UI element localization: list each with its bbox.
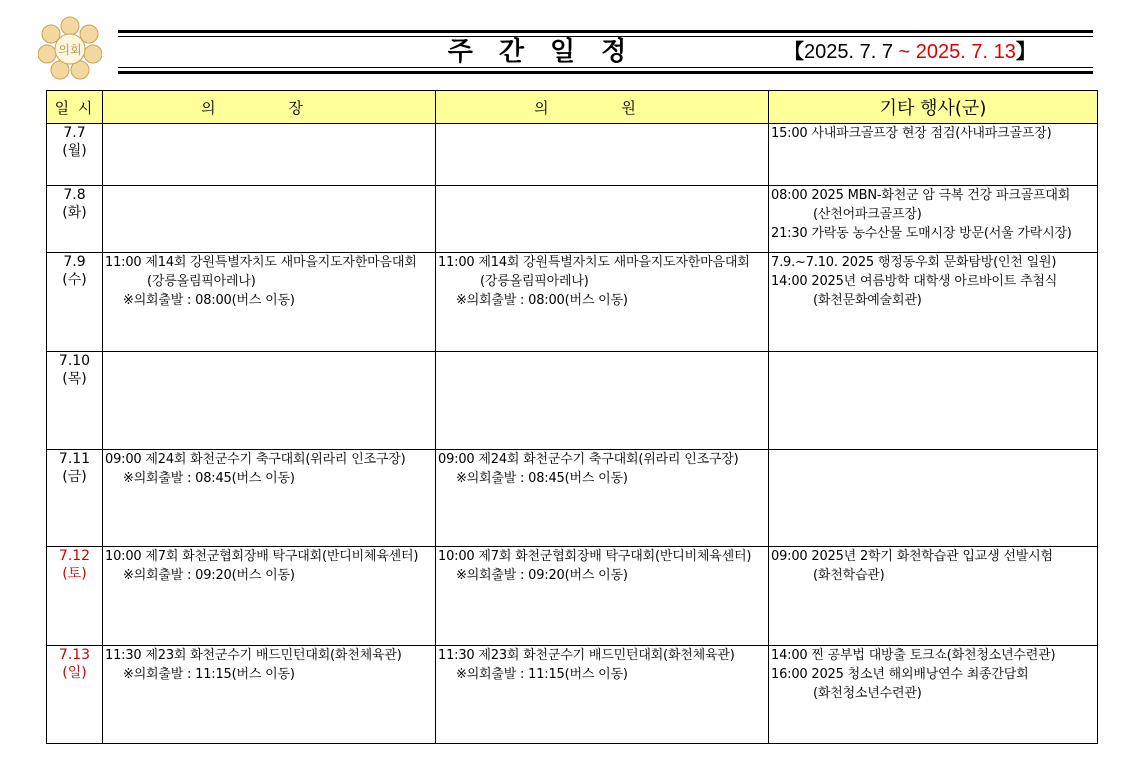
member-schedule-cell (436, 186, 769, 253)
chair-schedule-cell (103, 351, 436, 449)
day-cell (47, 351, 103, 449)
schedule-entry-line: 11:00 제14회 강원특별자치도 새마을지도자한마음대회 (105, 255, 417, 271)
member-schedule-cell (436, 450, 769, 547)
schedule-entry-line: (화천학습관) (813, 568, 885, 584)
schedule-entry-line: 08:00 2025 MBN-화천군 암 극복 건강 파크골프대회 (771, 188, 1071, 204)
chair-schedule-cell (103, 547, 436, 645)
day-date: 7.13 (58, 646, 91, 663)
schedule-entry-line: (화천문화예술회관) (813, 293, 922, 309)
schedule-entry-line: 11:30 제23회 화천군수기 배드민턴대회(화천체육관) (438, 647, 735, 663)
other-schedule-cell (769, 547, 1098, 645)
schedule-entry-line: 15:00 사내파크골프장 현장 점검(사내파크골프장) (771, 126, 1052, 141)
chair-schedule-cell (103, 253, 436, 351)
table-row (47, 253, 1098, 351)
day-cell (47, 450, 103, 547)
day-cell (47, 253, 103, 351)
day-cell (47, 645, 103, 743)
table-row (47, 450, 1098, 547)
title-rule-top (118, 30, 1093, 33)
table-row (47, 186, 1098, 253)
column-header-datetime: 일 시 (47, 91, 103, 124)
day-date: 7.11 (58, 451, 91, 468)
schedule-entry-line: 09:00 2025년 2학기 화천학습관 입교생 선발시험 (771, 549, 1053, 565)
chair-schedule-cell (103, 186, 436, 253)
member-schedule-cell (436, 351, 769, 449)
chair-schedule-cell (103, 124, 436, 186)
date-end: 2025. 7. 13 (915, 41, 1016, 63)
day-weekday: (월) (62, 143, 87, 159)
council-emblem-logo (38, 16, 102, 80)
date-close-bracket: 】 (1015, 41, 1036, 63)
schedule-entry-line: 14:00 2025년 여름방학 대학생 아르바이트 추첨식 (771, 274, 1058, 290)
table-row (47, 547, 1098, 645)
column-header-member: 의 원 (436, 91, 769, 124)
day-date: 7.10 (58, 352, 91, 369)
other-schedule-cell (769, 645, 1098, 743)
schedule-entry-line: ※의회출발 : 08:00(버스 이동) (456, 293, 628, 309)
schedule-entry-line: 16:00 2025 청소년 해외배낭연수 최종간담회 (771, 666, 1029, 682)
day-weekday: (토) (62, 566, 87, 583)
table-row (47, 351, 1098, 449)
day-date: 7.7 (63, 125, 86, 141)
schedule-entry-line: (화천청소년수련관) (813, 685, 922, 701)
day-cell (47, 124, 103, 186)
chair-schedule-cell (103, 645, 436, 743)
day-weekday: (화) (62, 205, 87, 222)
date-tilde: ~ (898, 41, 911, 63)
other-schedule-cell (769, 253, 1098, 351)
day-date: 7.8 (63, 187, 86, 204)
day-weekday: (금) (62, 469, 87, 486)
other-schedule-cell (769, 351, 1098, 449)
logo-text: 의회 (58, 43, 82, 57)
schedule-entry-line: 11:00 제14회 강원특별자치도 새마을지도자한마음대회 (438, 255, 750, 271)
date-range (784, 38, 1036, 66)
day-weekday: (목) (62, 370, 87, 387)
other-schedule-cell (769, 450, 1098, 547)
other-schedule-cell (769, 186, 1098, 253)
member-schedule-cell (436, 645, 769, 743)
day-weekday: (수) (62, 272, 87, 289)
day-date: 7.12 (58, 548, 91, 565)
schedule-entry-line: 09:00 제24회 화천군수기 축구대회(위라리 인조구장) (438, 452, 739, 468)
schedule-entry-line: 11:30 제23회 화천군수기 배드민턴대회(화천체육관) (105, 647, 402, 663)
schedule-entry-line: 10:00 제7회 화천군협회장배 탁구대회(반디비체육센터) (105, 549, 419, 565)
date-open-bracket: 【 (784, 41, 804, 63)
date-start: 2025. 7. 7 (804, 41, 893, 63)
schedule-entry-line: ※의회출발 : 08:45(버스 이동) (123, 471, 295, 487)
schedule-entry-line: 7.9.~7.10. 2025 행정동우회 문화탐방(인천 일원) (771, 255, 1057, 271)
member-schedule-cell (436, 124, 769, 186)
schedule-entry-line: ※의회출발 : 09:20(버스 이동) (456, 568, 628, 584)
member-schedule-cell (436, 253, 769, 351)
schedule-entry-line: ※의회출발 : 09:20(버스 이동) (123, 568, 295, 584)
weekly-schedule-table (46, 90, 1098, 744)
member-schedule-cell (436, 547, 769, 645)
column-header-other-events: 기타 행사(군) (769, 91, 1098, 124)
chair-schedule-cell (103, 450, 436, 547)
day-cell (47, 186, 103, 253)
title-rule-bottom (118, 71, 1093, 74)
table-row (47, 645, 1098, 743)
day-weekday: (일) (62, 664, 87, 681)
schedule-entry-line: ※의회출발 : 08:45(버스 이동) (456, 471, 628, 487)
schedule-entry-line: 09:00 제24회 화천군수기 축구대회(위라리 인조구장) (105, 452, 406, 468)
schedule-entry-line: ※의회출발 : 11:15(버스 이동) (456, 666, 628, 682)
schedule-entry-line: (강릉올림픽아레나) (480, 274, 589, 290)
day-date: 7.9 (63, 254, 86, 271)
table-header-row (47, 91, 1098, 124)
schedule-entry-line: 14:00 찐 공부법 대방출 토크쇼(화천청소년수련관) (771, 647, 1056, 663)
schedule-entry-line: 21:30 가락동 농수산물 도매시장 방문(서울 가락시장) (771, 226, 1072, 242)
day-cell (47, 547, 103, 645)
schedule-entry-line: ※의회출발 : 11:15(버스 이동) (123, 666, 295, 682)
schedule-entry-line: 10:00 제7회 화천군협회장배 탁구대회(반디비체육센터) (438, 549, 752, 565)
column-header-chair: 의 장 (103, 91, 436, 124)
table-row (47, 124, 1098, 186)
schedule-entry-line: (산천어파크골프장) (813, 207, 922, 223)
schedule-entry-line: ※의회출발 : 08:00(버스 이동) (123, 293, 295, 309)
schedule-entry-line: (강릉올림픽아레나) (147, 274, 256, 290)
other-schedule-cell (769, 124, 1098, 186)
page-title: 주간일정 (447, 37, 653, 67)
